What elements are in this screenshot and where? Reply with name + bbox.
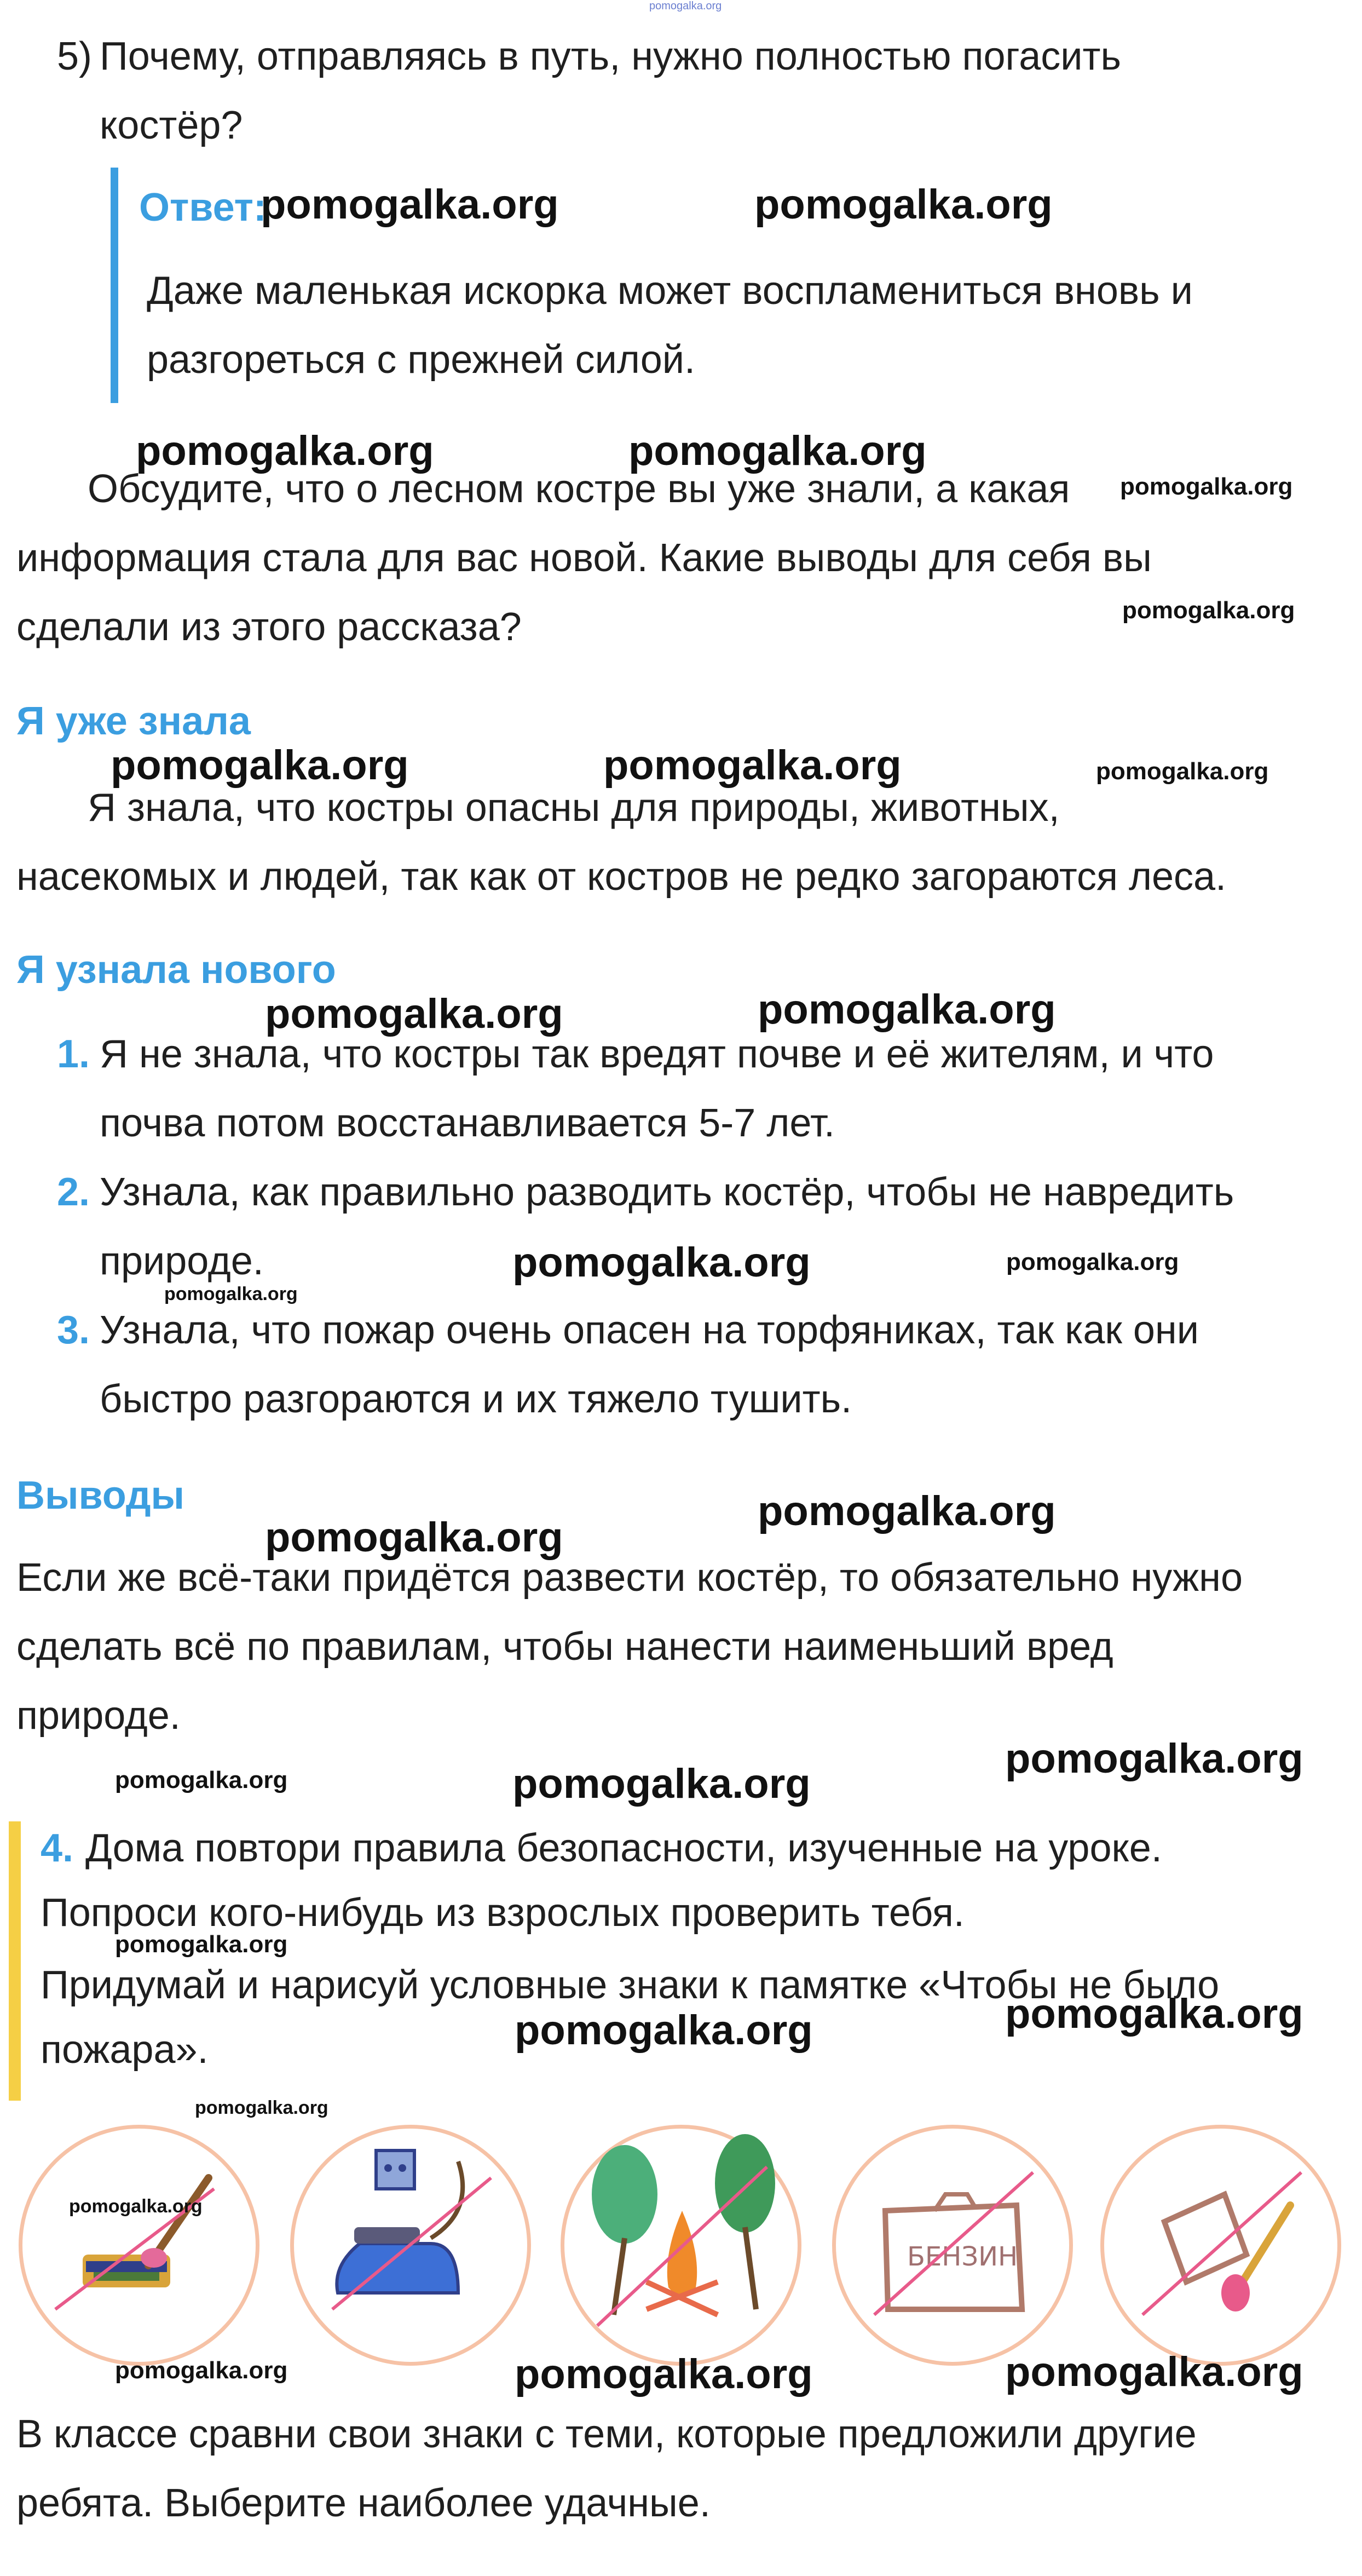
section-heading: Выводы bbox=[16, 1474, 185, 1517]
task-text-line: Дома повтори правила безопасности, изученные на уроке. bbox=[85, 1826, 1162, 1870]
task-text-line: Придумай и нарисуй условные знаки к памятке «Чтобы не было bbox=[41, 1963, 1220, 2007]
list-number: 1. bbox=[57, 1032, 90, 1076]
answer-label: Ответ: bbox=[139, 186, 267, 229]
sign-no-matches bbox=[19, 2125, 259, 2366]
watermark: pomogalka.org bbox=[136, 428, 434, 474]
discuss-text-line: информация стала для вас новой. Какие выводы для себя вы bbox=[16, 536, 1152, 580]
watermark: pomogalka.org bbox=[265, 991, 563, 1037]
sign-no-lighter bbox=[1100, 2125, 1341, 2366]
watermark: pomogalka.org bbox=[115, 1767, 288, 1793]
iron-drawing-icon bbox=[294, 2129, 527, 2362]
watermark: pomogalka.org bbox=[1122, 597, 1295, 624]
watermark: pomogalka.org bbox=[603, 742, 902, 789]
list-number: 3. bbox=[57, 1308, 90, 1352]
question-text-line: Почему, отправляясь в путь, нужно полностью погасить bbox=[100, 34, 1121, 78]
watermark: pomogalka.org bbox=[265, 1514, 563, 1561]
list-item-line: природе. bbox=[100, 1239, 264, 1283]
conclusions-text-line: Если же всё-таки придётся развести костёр, то обязательно нужно bbox=[16, 1556, 1243, 1600]
task-text-line: пожара». bbox=[41, 2028, 209, 2072]
sign-no-iron bbox=[290, 2125, 531, 2366]
task-bar bbox=[9, 1821, 21, 2101]
question-number: 5) bbox=[57, 34, 93, 78]
watermark: pomogalka.org bbox=[69, 2196, 203, 2217]
watermark: pomogalka.org bbox=[754, 181, 1053, 228]
watermark: pomogalka.org bbox=[111, 742, 409, 789]
watermark: pomogalka.org bbox=[628, 428, 927, 474]
task-number: 4. bbox=[41, 1826, 74, 1870]
sign-gasoline-label: БЕНЗИН bbox=[907, 2241, 1018, 2272]
watermark: pomogalka.org bbox=[515, 2351, 813, 2397]
watermark: pomogalka.org bbox=[1005, 2349, 1303, 2395]
matches-drawing-icon bbox=[22, 2129, 256, 2362]
watermark: pomogalka.org bbox=[515, 2007, 813, 2054]
watermark: pomogalka.org bbox=[1006, 1249, 1179, 1275]
campfire-drawing-icon bbox=[564, 2129, 798, 2362]
list-item-line: почва потом восстанавливается 5-7 лет. bbox=[100, 1101, 835, 1145]
discuss-text-line: сделали из этого рассказа? bbox=[16, 605, 522, 649]
list-item-line: Я не знала, что костры так вредят почве и её жителям, и что bbox=[100, 1032, 1214, 1076]
watermark: pomogalka.org bbox=[261, 181, 559, 228]
watermark: pomogalka.org bbox=[1120, 473, 1293, 500]
conclusions-text-line: природе. bbox=[16, 1694, 181, 1738]
answer-text-line: Даже маленькая искорка может воспламениться вновь и bbox=[147, 269, 1193, 313]
watermark: pomogalka.org bbox=[195, 2097, 328, 2118]
task-text-line: Попроси кого-нибудь из взрослых проверить тебя. bbox=[41, 1891, 965, 1935]
sign-no-gasoline bbox=[832, 2125, 1073, 2366]
watermark: pomogalka.org bbox=[758, 986, 1056, 1033]
list-item-line: Узнала, что пожар очень опасен на торфяниках, так как они bbox=[100, 1308, 1199, 1352]
list-number: 2. bbox=[57, 1170, 90, 1214]
list-item-line: Узнала, как правильно разводить костёр, чтобы не навредить bbox=[100, 1170, 1234, 1214]
watermark: pomogalka.org bbox=[115, 1931, 288, 1958]
watermark: pomogalka.org bbox=[164, 1284, 298, 1304]
watermark: pomogalka.org bbox=[115, 2357, 288, 2384]
final-text-line: ребята. Выберите наиболее удачные. bbox=[16, 2481, 711, 2525]
watermark: pomogalka.org bbox=[512, 1239, 811, 1286]
answer-bar bbox=[111, 168, 118, 403]
conclusions-text-line: сделать всё по правилам, чтобы нанести наименьший вред bbox=[16, 1625, 1113, 1669]
section-heading: Я узнала нового bbox=[16, 948, 336, 992]
watermark: pomogalka.org bbox=[649, 0, 722, 12]
final-text-line: В классе сравни свои знаки с теми, которые предложили другие bbox=[16, 2412, 1197, 2456]
watermark: pomogalka.org bbox=[1096, 758, 1269, 785]
lighter-drawing-icon bbox=[1104, 2129, 1337, 2362]
watermark: pomogalka.org bbox=[758, 1488, 1056, 1534]
section-heading: Я уже знала bbox=[16, 699, 251, 743]
list-item-line: быстро разгораются и их тяжело тушить. bbox=[100, 1377, 852, 1421]
watermark: pomogalka.org bbox=[1005, 1735, 1303, 1782]
watermark: pomogalka.org bbox=[512, 1761, 811, 1807]
watermark: pomogalka.org bbox=[1005, 1991, 1303, 2037]
discuss-text-line: Обсудите, что о лесном костре вы уже знали, а какая bbox=[88, 467, 1070, 511]
question-text-line: костёр? bbox=[100, 104, 243, 147]
knew-text-line: насекомых и людей, так как от костров не редко загораются леса. bbox=[16, 855, 1227, 899]
answer-text-line: разгореться с прежней силой. bbox=[147, 338, 695, 382]
gasoline-drawing-icon bbox=[836, 2129, 1069, 2362]
knew-text-line: Я знала, что костры опасны для природы, животных, bbox=[88, 786, 1060, 830]
sign-no-campfire bbox=[561, 2125, 801, 2366]
